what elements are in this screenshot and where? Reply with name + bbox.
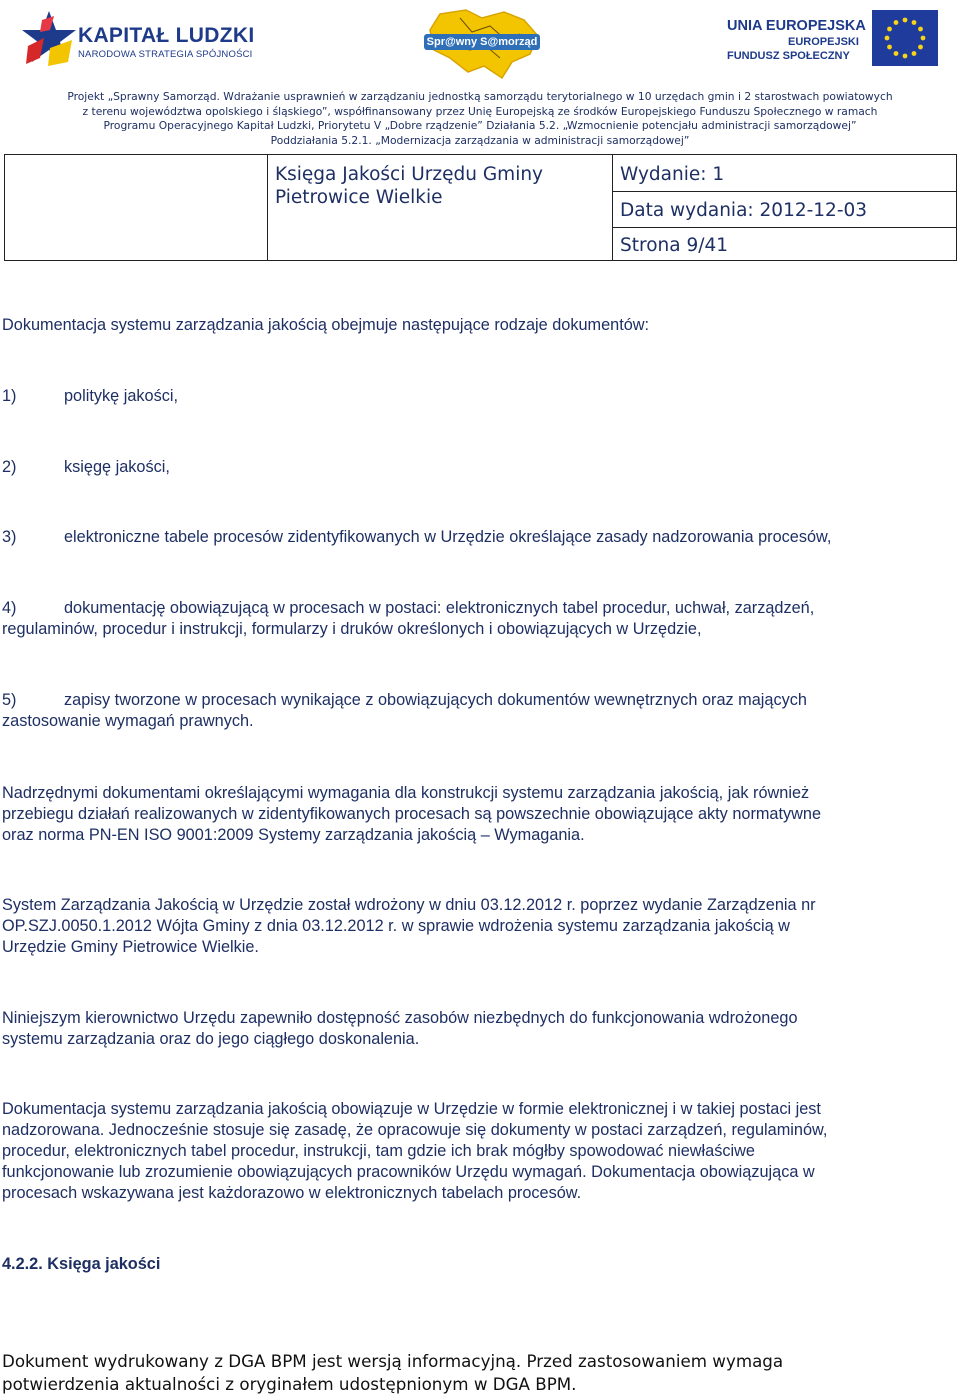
eu-title: UNIA EUROPEJSKA (727, 18, 866, 34)
paragraph-line: systemu zarządzania oraz do jego ciągłego doskonalenia. (2, 1030, 420, 1048)
section-heading: 4.2.2. Księga jakości (2, 1255, 161, 1273)
logo-bar (0, 0, 960, 90)
list-item (2, 386, 952, 407)
list-item (2, 457, 952, 478)
header-issue-date: Data wydania: 2012-12-03 (620, 200, 868, 221)
paragraph-line: Urzędzie Gminy Pietrowice Wielkie. (2, 938, 259, 956)
list-item-text: elektroniczne tabele procesów zidentyfikowanych w Urzędzie określające zasady nadzorowania procesów, (64, 528, 832, 546)
paragraph-line: Nadrzędnymi dokumentami określającymi wymagania dla konstrukcji systemu zarządzania jakością, jak również (2, 784, 810, 802)
header-row-divider-1 (612, 191, 956, 192)
kapital-ludzki-subtitle: NARODOWA STRATEGIA SPÓJNOŚCI (78, 49, 253, 60)
project-line-2: z terenu województwa opolskiego i śląskiego”, współfinansowany przez Unię Europejską ze środków Europejskiego Funduszu Społecznego w ramach (82, 104, 878, 118)
list-item-number: 2) (2, 458, 17, 476)
list-item (2, 527, 952, 548)
header-title-line1: Księga Jakości Urzędu Gminy (275, 164, 544, 185)
project-line-4: Poddziałania 5.2.1. „Modernizacja zarządzania w administracji samorządowej” (270, 133, 690, 147)
list-item-continuation: regulaminów, procedur i instrukcji, formularzy i druków określonych i obowiązujących w Urzędzie, (2, 620, 702, 638)
project-description (0, 90, 960, 148)
paragraph-normative-documents (2, 783, 952, 846)
paragraph-line: funkcjonowanie lub zrozumienie obowiązujących pracowników Urzędu wymagań. Dokumentacja obowiązująca w (2, 1163, 815, 1181)
footer-disclaimer (2, 1350, 958, 1396)
sprawny-samorzad-label: Spr@wny S@morząd (424, 34, 540, 50)
paragraph-line: procedur, elektronicznych tabel procedur, instrukcji, tam gdzie ich brak mógłby spowodować niewłaściwe (2, 1142, 755, 1160)
paragraph-line: przebiegu działań realizowanych w zidentyfikowanych procesach są powszechnie obowiązujące akty normatywne (2, 805, 822, 823)
eu-logo (720, 10, 950, 70)
header-divider-left (267, 155, 268, 260)
list-item (2, 598, 952, 640)
paragraph-line: procesach wskazywana jest każdorazowo w elektronicznych tabelach procesów. (2, 1184, 582, 1202)
list-item-number: 5) (2, 691, 17, 709)
list-item-text: dokumentację obowiązującą w procesach w postaci: elektronicznych tabel procedur, uchwał, zarządzeń, (64, 599, 815, 617)
footer-line-2: potwierdzenia aktualności z oryginałem udostępnionym w DGA BPM. (2, 1374, 577, 1394)
eu-flag-icon (872, 10, 938, 66)
list-item-number: 1) (2, 387, 17, 405)
header-divider-right (612, 155, 613, 260)
eu-fund-line2: FUNDUSZ SPOŁECZNY (727, 50, 850, 62)
paragraph-line: oraz norma PN-EN ISO 9001:2009 Systemy zarządzania jakością – Wymagania. (2, 826, 585, 844)
paragraph-line: Dokumentacja systemu zarządzania jakością obowiązuje w Urzędzie w formie elektronicznej i w takiej postaci jest (2, 1100, 821, 1118)
sprawny-samorzad-logo (420, 6, 550, 80)
paragraph-line: System Zarządzania Jakością w Urzędzie został wdrożony w dniu 03.12.2012 r. poprzez wydanie Zarządzenia nr (2, 896, 816, 914)
intro-paragraph: Dokumentacja systemu zarządzania jakością obejmuje następujące rodzaje dokumentów: (2, 316, 650, 334)
paragraph-implementation (2, 895, 952, 958)
list-item-text: zapisy tworzone w procesach wynikające z obowiązujących dokumentów wewnętrznych oraz mających (64, 691, 807, 709)
header-page-number: Strona 9/41 (620, 235, 729, 256)
kapital-ludzki-star-icon (20, 8, 78, 70)
paragraph-resources (2, 1008, 952, 1050)
paragraph-line: Niniejszym kierownictwo Urzędu zapewniło dostępność zasobów niezbędnych do funkcjonowania wdrożonego (2, 1009, 798, 1027)
list-item-number: 3) (2, 528, 17, 546)
list-item (2, 690, 952, 732)
document-header-table (4, 154, 957, 261)
project-line-3: Programu Operacyjnego Kapitał Ludzki, Priorytetu V „Dobre rządzenie” Działania 5.2. „Wzmocnienie potencjału administracji samorządowej” (103, 119, 857, 132)
list-item-number: 4) (2, 599, 17, 617)
list-item-text: politykę jakości, (64, 387, 179, 405)
eu-fund-line1: EUROPEJSKI (788, 36, 859, 48)
kapital-ludzki-logo (12, 6, 255, 72)
paragraph-documentation-form (2, 1099, 952, 1204)
paragraph-line: nadzorowana. Jednocześnie stosuje się zasadę, że opracowuje się dokumenty w postaci zarządzeń, regulaminów, (2, 1121, 828, 1139)
header-row-divider-2 (612, 227, 956, 228)
paragraph-line: OP.SZJ.0050.1.2012 Wójta Gminy z dnia 03.12.2012 r. w sprawie wdrożenia systemu zarządzania jakością w (2, 917, 790, 935)
list-item-text: księgę jakości, (64, 458, 170, 476)
project-line-1: Projekt „Sprawny Samorząd. Wdrażanie usprawnień w zarządzaniu jednostką samorządu terytorialnego w 10 urzędach gmin i 2 starostwach powiatowych (67, 90, 893, 103)
header-edition: Wydanie: 1 (620, 164, 725, 185)
header-title-line2: Pietrowice Wielkie (275, 187, 443, 208)
footer-line-1: Dokument wydrukowany z DGA BPM jest wersją informacyjną. Przed zastosowaniem wymaga (2, 1351, 784, 1371)
list-item-continuation: zastosowanie wymagań prawnych. (2, 712, 254, 730)
kapital-ludzki-title: KAPITAŁ LUDZKI (78, 24, 255, 47)
